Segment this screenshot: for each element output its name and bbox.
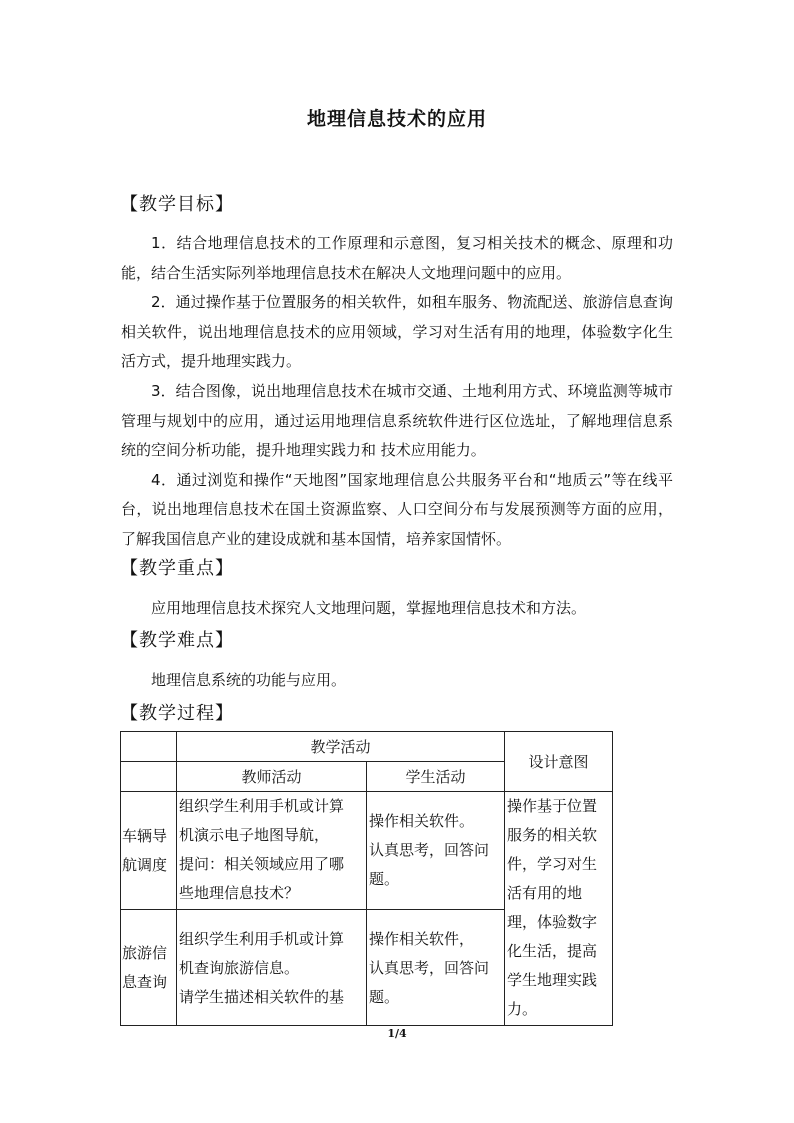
row-label: 旅游信 息查询 [121, 910, 177, 1026]
process-table [120, 731, 613, 1026]
student-header: 学生活动 [367, 762, 505, 792]
row-label: 车辆导 航调度 [121, 792, 177, 910]
goals-list [121, 229, 673, 555]
design-header: 设计意图 [505, 732, 613, 792]
goal-item: 3．结合图像，说出地理信息技术在城市交通、土地利用方式、环境监测等城市管理与规划中的应用，通过运用地理信息系统软件进行区位选址，了解地理信息系统的空间分析功能，提升地理实践力和 技术应用能力。 [121, 381, 673, 460]
design-intent: 操作基于位置 服务的相关软 件，学习对生 活有用的地 理，体验数字 化生活，提高 学生地理实践 力。 [505, 792, 613, 1026]
key-points-text: 应用地理信息技术探究人文地理问题，掌握地理信息技术和方法。 [151, 599, 587, 617]
key-points-heading: 【教学重点】 [120, 558, 234, 579]
difficult-points-text: 地理信息系统的功能与应用。 [151, 671, 347, 689]
goal-item: 4．通过浏览和操作“天地图”国家地理信息公共服务平台和“地质云”等在线平台，说出地理信息技术在国土资源监察、人口空间分布与发展预测等方面的应用，了解我国信息产业的建设成就和基本国情，培养家国情怀。 [121, 470, 673, 548]
corner-cell [121, 732, 177, 762]
activity-header: 教学活动 [177, 732, 505, 762]
teacher-activity: 组织学生利用手机或计算 机查询旅游信息。 请学生描述相关软件的基 [177, 910, 367, 1026]
document-title: 地理信息技术的应用 [306, 108, 487, 130]
teacher-header: 教师活动 [177, 762, 367, 792]
corner-cell-2 [121, 762, 177, 792]
goal-item: 2．通过操作基于位置服务的相关软件，如租车服务、物流配送、旅游信息查询相关软件，说出地理信息技术的应用领域，学习对生活有用的地理，体验数字化生活方式，提升地理实践力。 [121, 293, 673, 371]
process-heading: 【教学过程】 [120, 703, 234, 724]
goals-heading: 【教学目标】 [120, 194, 234, 215]
goal-item: 1．结合地理信息技术的工作原理和示意图，复习相关技术的概念、原理和功能，结合生活实际列举地理信息技术在解决人文地理问题中的应用。 [121, 234, 673, 282]
student-activity: 操作相关软件， 认真思考，回答问 题。 [367, 910, 505, 1026]
difficult-points-heading: 【教学难点】 [120, 630, 234, 651]
student-activity: 操作相关软件。 认真思考，回答问 题。 [367, 792, 505, 910]
teacher-activity: 组织学生利用手机或计算 机演示电子地图导航， 提问：相关领域应用了哪 些地理信息技术？ [177, 792, 367, 910]
table-row [121, 792, 613, 910]
page-number: 1/4 [387, 1027, 407, 1040]
